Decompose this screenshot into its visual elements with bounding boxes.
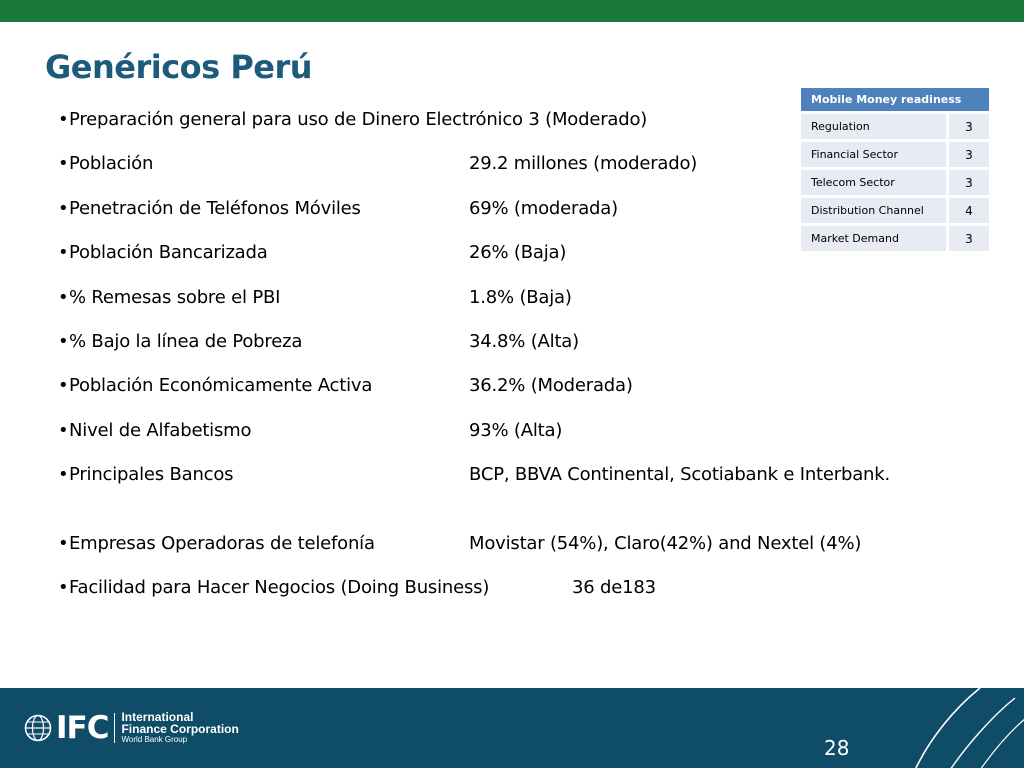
indicator-value: 1.8% (Baja) (469, 287, 572, 308)
indicator-value: 69% (moderada) (469, 198, 618, 219)
bullet-marker: • (58, 464, 69, 485)
bullet-marker: • (58, 375, 69, 396)
indicator-value: 29.2 millones (moderado) (469, 153, 698, 174)
readiness-score: 3 (946, 114, 989, 142)
logo-line-2: Finance Corporation (121, 722, 239, 736)
logo-text (121, 711, 238, 745)
readiness-label: Regulation (801, 114, 946, 142)
intro-bullet (58, 109, 647, 130)
indicator-value: 26% (Baja) (469, 242, 567, 263)
readiness-score: 4 (946, 198, 989, 226)
indicator-label: % Bajo la línea de Pobreza (69, 331, 303, 352)
readiness-score: 3 (946, 226, 989, 254)
table-header-row (801, 88, 989, 114)
table-row (801, 142, 989, 170)
indicator-label: Facilidad para Hacer Negocios (Doing Business) (69, 577, 490, 598)
indicator-value: 93% (Alta) (469, 420, 563, 441)
indicator-row (58, 198, 618, 219)
readiness-label: Distribution Channel (801, 198, 946, 226)
footer-band (0, 688, 1024, 768)
logo-line-3: World Bank Group (121, 735, 188, 744)
ifc-wordmark: IFC (56, 710, 109, 746)
bullet-marker: • (58, 153, 69, 174)
readiness-label: Telecom Sector (801, 170, 946, 198)
bullet-marker: • (58, 198, 69, 219)
indicator-label: Población Bancarizada (69, 242, 268, 263)
table-row (801, 226, 989, 254)
indicator-label: Nivel de Alfabetismo (69, 420, 252, 441)
logo-divider (114, 713, 115, 743)
indicator-row (58, 331, 579, 352)
globe-icon (24, 714, 52, 742)
bullet-marker: • (58, 533, 69, 554)
indicator-value: 34.8% (Alta) (469, 331, 579, 352)
indicator-label: Penetración de Teléfonos Móviles (69, 198, 361, 219)
bullet-marker: • (58, 331, 69, 352)
indicator-label: Población (69, 153, 154, 174)
indicator-row (58, 375, 633, 396)
indicator-value: BCP, BBVA Continental, Scotiabank e Interbank. (469, 464, 890, 485)
ifc-logo (24, 712, 239, 744)
indicator-value: Movistar (54%), Claro(42%) and Nextel (4%) (469, 533, 862, 554)
bullet-marker: • (58, 242, 69, 263)
mobile-money-readiness-table (801, 88, 989, 254)
readiness-score: 3 (946, 142, 989, 170)
slide-title: Genéricos Perú (45, 48, 313, 86)
indicator-value: 36 de183 (572, 577, 656, 598)
indicator-row (58, 533, 862, 554)
indicator-value: 36.2% (Moderada) (469, 375, 633, 396)
logo-line-1: International (121, 710, 194, 724)
bullet-marker: • (58, 577, 69, 598)
top-accent-bar (0, 0, 1024, 22)
table-row (801, 114, 989, 142)
page-number: 28 (824, 736, 850, 760)
bullet-marker: • (58, 420, 69, 441)
bullet-marker: • (58, 287, 69, 308)
indicator-row (58, 420, 563, 441)
indicator-row (58, 464, 890, 485)
table-row (801, 170, 989, 198)
indicator-label: Empresas Operadoras de telefonía (69, 533, 375, 554)
indicator-row (58, 242, 567, 263)
indicator-row (58, 577, 656, 598)
decorative-arcs (880, 688, 1024, 768)
intro-text: Preparación general para uso de Dinero Electrónico 3 (Moderado) (69, 109, 648, 130)
bullet-marker: • (58, 109, 69, 130)
indicator-label: Población Económicamente Activa (69, 375, 373, 396)
readiness-label: Financial Sector (801, 142, 946, 170)
table-row (801, 198, 989, 226)
readiness-score: 3 (946, 170, 989, 198)
indicator-label: % Remesas sobre el PBI (69, 287, 281, 308)
indicator-row (58, 153, 698, 174)
table-header: Mobile Money readiness (801, 88, 989, 114)
indicator-row (58, 287, 572, 308)
indicator-label: Principales Bancos (69, 464, 234, 485)
readiness-label: Market Demand (801, 226, 946, 254)
